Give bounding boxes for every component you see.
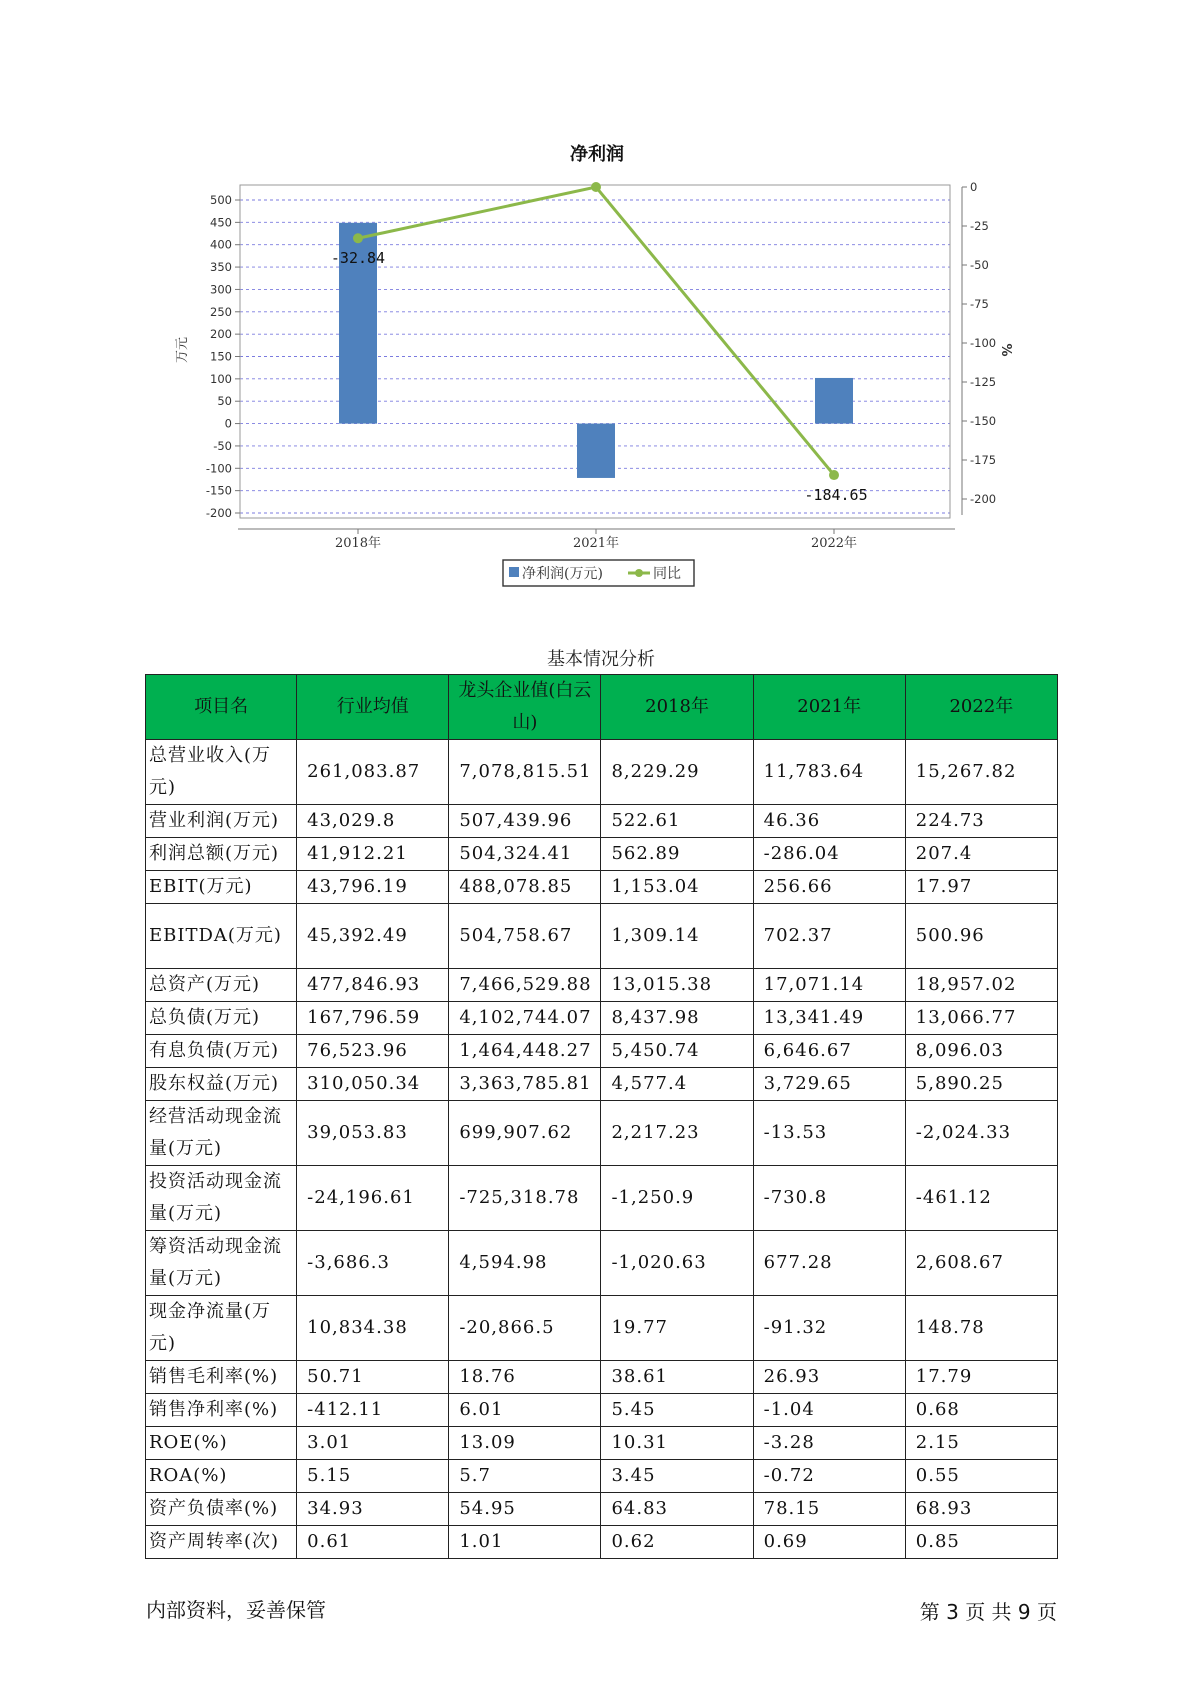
table-row (146, 1002, 1058, 1035)
y-tick-label: 450 (210, 215, 232, 230)
table-cell: 26.93 (753, 1361, 905, 1394)
table-body (146, 740, 1058, 1559)
row-label: ROA(%) (146, 1460, 297, 1493)
y2-tick-label: -200 (970, 492, 997, 506)
table-cell: 8,229.29 (601, 740, 753, 805)
table-cell: 43,029.8 (297, 805, 449, 838)
table-row (146, 805, 1058, 838)
y-tick-label: -200 (205, 506, 232, 520)
table-cell: 500.96 (905, 904, 1057, 969)
table-cell: 3,729.65 (753, 1068, 905, 1101)
table-row (146, 1460, 1058, 1493)
y-tick-label: 150 (210, 349, 232, 364)
table-cell: -412.11 (297, 1394, 449, 1427)
table-header-cell: 2018年 (601, 675, 753, 740)
row-label: 利润总额(万元) (146, 838, 297, 871)
row-label: 投资活动现金流量(万元) (146, 1166, 297, 1231)
table-cell: 702.37 (753, 904, 905, 969)
chart-bars (339, 223, 853, 478)
table-cell: -3,686.3 (297, 1231, 449, 1296)
row-label: 总资产(万元) (146, 969, 297, 1002)
table-row (146, 1394, 1058, 1427)
table-cell: 207.4 (905, 838, 1057, 871)
y2-tick-label: -175 (970, 453, 997, 467)
table-cell: 76,523.96 (297, 1035, 449, 1068)
row-label: 经营活动现金流量(万元) (146, 1101, 297, 1166)
table-cell: -461.12 (905, 1166, 1057, 1231)
table-cell: 0.62 (601, 1526, 753, 1559)
table-cell: 256.66 (753, 871, 905, 904)
y2-tick-label: -100 (970, 336, 997, 350)
table-cell: 0.85 (905, 1526, 1057, 1559)
chart-title: 净利润 (570, 144, 624, 165)
table-cell: 0.61 (297, 1526, 449, 1559)
chart-ticks (206, 180, 996, 551)
table-cell: 1.01 (449, 1526, 601, 1559)
table-cell: -0.72 (753, 1460, 905, 1493)
table-cell: 3,363,785.81 (449, 1068, 601, 1101)
row-label: 现金净流量(万元) (146, 1296, 297, 1361)
table-cell: 522.61 (601, 805, 753, 838)
table-cell: 5.7 (449, 1460, 601, 1493)
y2-tick-label: -150 (970, 414, 997, 428)
table-cell: 15,267.82 (905, 740, 1057, 805)
row-label: 筹资活动现金流量(万元) (146, 1231, 297, 1296)
table-cell: 54.95 (449, 1493, 601, 1526)
table-cell: 11,783.64 (753, 740, 905, 805)
row-label: 有息负债(万元) (146, 1035, 297, 1068)
row-label: 资产负债率(%) (146, 1493, 297, 1526)
table-cell: 19.77 (601, 1296, 753, 1361)
table-cell: -286.04 (753, 838, 905, 871)
table-cell: 8,437.98 (601, 1002, 753, 1035)
table-cell: 699,907.62 (449, 1101, 601, 1166)
table-cell: 504,324.41 (449, 838, 601, 871)
legend-label-line: 同比 (653, 566, 681, 582)
x-tick-label: 2022年 (810, 536, 858, 551)
table-cell: 7,078,815.51 (449, 740, 601, 805)
table-row (146, 838, 1058, 871)
table-cell: 2,217.23 (601, 1101, 753, 1166)
table-cell: -1,020.63 (601, 1231, 753, 1296)
table-cell: -730.8 (753, 1166, 905, 1231)
table-header-cell: 2022年 (905, 675, 1057, 740)
table-cell: 7,466,529.88 (449, 969, 601, 1002)
table-cell: 504,758.67 (449, 904, 601, 969)
y-tick-label: 300 (210, 282, 232, 297)
row-label: EBIT(万元) (146, 871, 297, 904)
y-tick-label: -50 (213, 438, 232, 453)
table-cell: 2,608.67 (905, 1231, 1057, 1296)
table-cell: -24,196.61 (297, 1166, 449, 1231)
table-cell: 41,912.21 (297, 838, 449, 871)
yoy-data-label: -184.65 (804, 486, 868, 504)
table-row (146, 1166, 1058, 1231)
table-caption: 基本情况分析 (547, 649, 655, 670)
table-cell: 1,464,448.27 (449, 1035, 601, 1068)
row-label: EBITDA(万元) (146, 904, 297, 969)
table-cell: 45,392.49 (297, 904, 449, 969)
table-cell: 43,796.19 (297, 871, 449, 904)
y2-tick-label: -125 (970, 375, 997, 389)
table-cell: 0.69 (753, 1526, 905, 1559)
table-row (146, 1493, 1058, 1526)
legend-label-bar: 净利润(万元) (522, 566, 603, 582)
table-cell: 13,015.38 (601, 969, 753, 1002)
chart-legend (503, 560, 694, 586)
table-row (146, 1101, 1058, 1166)
table-cell: 5,450.74 (601, 1035, 753, 1068)
table-row (146, 1035, 1058, 1068)
y-tick-label: 200 (210, 327, 232, 342)
yoy-point (591, 182, 601, 192)
y-tick-label: 50 (217, 394, 232, 409)
table-cell: -1,250.9 (601, 1166, 753, 1231)
table-cell: -725,318.78 (449, 1166, 601, 1231)
row-label: 营业利润(万元) (146, 805, 297, 838)
table-cell: 17.79 (905, 1361, 1057, 1394)
table-row (146, 1296, 1058, 1361)
table-cell: 3.01 (297, 1427, 449, 1460)
table-header-row (146, 675, 1058, 740)
y-tick-label: 400 (210, 237, 232, 252)
table-cell: 2.15 (905, 1427, 1057, 1460)
y-tick-label: 250 (210, 304, 232, 319)
footer-confidential-note: 内部资料，妥善保管 (146, 1598, 326, 1622)
table-cell: 17,071.14 (753, 969, 905, 1002)
table-cell: 5.15 (297, 1460, 449, 1493)
table-row (146, 1068, 1058, 1101)
y2-axis-label: % (998, 343, 1013, 357)
yoy-point (829, 470, 839, 480)
y-tick-label: 100 (210, 371, 232, 386)
table-row (146, 1526, 1058, 1559)
table-cell: 488,078.85 (449, 871, 601, 904)
table-cell: 0.55 (905, 1460, 1057, 1493)
row-label: 股东权益(万元) (146, 1068, 297, 1101)
table-cell: 5.45 (601, 1394, 753, 1427)
row-label: ROE(%) (146, 1427, 297, 1460)
table-header-cell: 行业均值 (297, 675, 449, 740)
table-cell: 46.36 (753, 805, 905, 838)
net-profit-chart (0, 0, 1191, 600)
table-cell: 6,646.67 (753, 1035, 905, 1068)
x-tick-label: 2021年 (572, 536, 620, 551)
table-cell: 261,083.87 (297, 740, 449, 805)
bar (815, 378, 853, 424)
y-tick-label: 350 (210, 260, 232, 275)
footer-page-number: 第 3 页 共 9 页 (919, 1600, 1057, 1624)
table-row (146, 871, 1058, 904)
table-cell: 6.01 (449, 1394, 601, 1427)
table-header-cell: 2021年 (753, 675, 905, 740)
row-label: 资产周转率(次) (146, 1526, 297, 1559)
table-cell: 310,050.34 (297, 1068, 449, 1101)
row-label: 销售净利率(%) (146, 1394, 297, 1427)
table-cell: -13.53 (753, 1101, 905, 1166)
table-cell: 34.93 (297, 1493, 449, 1526)
table-cell: 78.15 (753, 1493, 905, 1526)
table-cell: 39,053.83 (297, 1101, 449, 1166)
table-cell: -20,866.5 (449, 1296, 601, 1361)
table-cell: 10.31 (601, 1427, 753, 1460)
table-cell: 224.73 (905, 805, 1057, 838)
table-header-cell: 龙头企业值(白云山) (449, 675, 601, 740)
table-cell: 68.93 (905, 1493, 1057, 1526)
table-row (146, 904, 1058, 969)
table-cell: 10,834.38 (297, 1296, 449, 1361)
table-cell: 8,096.03 (905, 1035, 1057, 1068)
table-cell: -2,024.33 (905, 1101, 1057, 1166)
table-cell: 5,890.25 (905, 1068, 1057, 1101)
table-cell: 3.45 (601, 1460, 753, 1493)
row-label: 总负债(万元) (146, 1002, 297, 1035)
table-cell: -3.28 (753, 1427, 905, 1460)
table-cell: 50.71 (297, 1361, 449, 1394)
analysis-table (145, 674, 1058, 1559)
y2-tick-label: -75 (970, 297, 989, 311)
y-tick-label: -100 (205, 461, 232, 476)
y-axis-label: 万元 (175, 336, 190, 364)
y-tick-label: -150 (205, 483, 232, 498)
table-row (146, 740, 1058, 805)
table-cell: 4,577.4 (601, 1068, 753, 1101)
table-cell: 0.68 (905, 1394, 1057, 1427)
table-row (146, 1361, 1058, 1394)
yoy-data-label: -32.84 (330, 249, 386, 267)
bar (577, 424, 615, 478)
table-cell: 38.61 (601, 1361, 753, 1394)
table-cell: -1.04 (753, 1394, 905, 1427)
row-label: 销售毛利率(%) (146, 1361, 297, 1394)
table-cell: 677.28 (753, 1231, 905, 1296)
table-cell: 148.78 (905, 1296, 1057, 1361)
table-row (146, 1427, 1058, 1460)
y2-tick-label: -50 (970, 258, 989, 272)
table-cell: 13,341.49 (753, 1002, 905, 1035)
yoy-point (353, 233, 363, 243)
table-cell: 477,846.93 (297, 969, 449, 1002)
table-cell: 13,066.77 (905, 1002, 1057, 1035)
y-tick-label: 500 (210, 193, 232, 207)
y-tick-label: 0 (224, 416, 232, 431)
table-cell: -91.32 (753, 1296, 905, 1361)
table-row (146, 969, 1058, 1002)
table-cell: 64.83 (601, 1493, 753, 1526)
table-cell: 17.97 (905, 871, 1057, 904)
y2-tick-label: -25 (970, 219, 989, 233)
table-cell: 167,796.59 (297, 1002, 449, 1035)
table-cell: 13.09 (449, 1427, 601, 1460)
table-cell: 1,153.04 (601, 871, 753, 904)
table-cell: 18.76 (449, 1361, 601, 1394)
table-row (146, 1231, 1058, 1296)
x-tick-label: 2018年 (334, 536, 382, 551)
table-cell: 4,102,744.07 (449, 1002, 601, 1035)
table-cell: 18,957.02 (905, 969, 1057, 1002)
legend-swatch-bar (509, 567, 519, 577)
row-label: 总营业收入(万元) (146, 740, 297, 805)
table-cell: 4,594.98 (449, 1231, 601, 1296)
y2-tick-label: 0 (970, 180, 978, 194)
table-cell: 1,309.14 (601, 904, 753, 969)
table-cell: 562.89 (601, 838, 753, 871)
legend-swatch-point (635, 569, 643, 577)
table-cell: 507,439.96 (449, 805, 601, 838)
table-header-cell: 项目名 (146, 675, 297, 740)
